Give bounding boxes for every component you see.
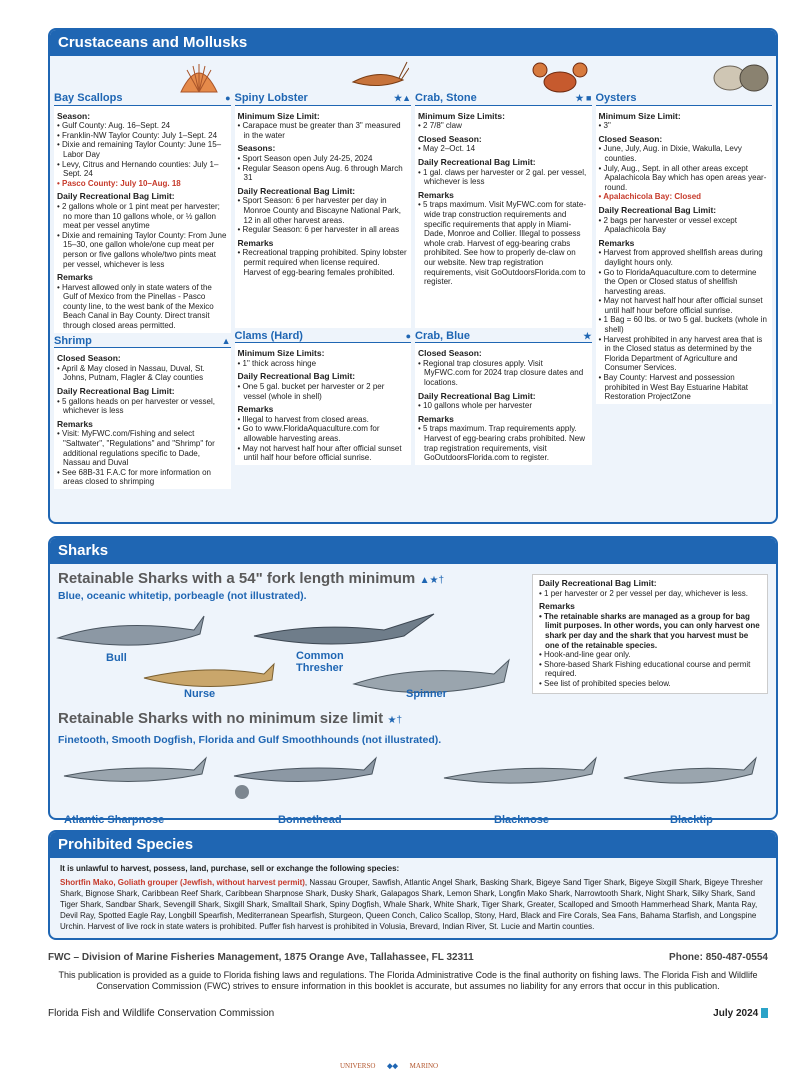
footer-date-wrap [713,1008,768,1019]
scallops-bag-1: • 2 gallons whole or 1 pint meat per harvester; no more than 10 gallons whole, or ½ gallon meat per vessel anytime [57,202,228,231]
shrimp-bag-1: • 5 gallons heads on per harvester or vessel, whichever is less [57,397,228,416]
lobster-body [235,106,412,328]
scallops-bag-2: • Dixie and remaining Taylor County: From June 15–30, one gallon whole/one cup meat per person or five gallons whole/two pints meat per vessel, whichever is less [57,231,228,269]
shrimp-mark: ▲ [221,335,231,346]
blue-rem-h: Remarks [418,413,454,424]
label-nurse: Nurse [184,688,216,700]
oysters-body [596,106,773,404]
oysters-bag-1: • 2 bags per harvester or vessel except Apalachicola Bay [599,216,770,235]
blue-season-1: • Regional trap closures apply. Visit MyFWC.com for 2024 trap closure dates and locations. [418,359,589,388]
crustaceans-title: Crustaceans and Mollusks [50,30,776,56]
blue-season-h: Closed Season: [418,348,482,359]
clams-rem-2: • Go to www.FloridaAquaculture.com for allowable harvesting areas. [238,424,409,443]
oyster-icon [710,60,770,94]
clams-title [234,329,412,344]
label-blacktip: Blacktip [670,814,713,826]
footer-date: July 2024 [713,1008,759,1019]
col-scallops-shrimp [54,60,231,489]
shrimp-rem-2: • See 68B-31 F.A.C for more information on areas closed to shrimping [57,468,228,487]
lobster-season-2: • Regular Season opens Aug. 6 through March 31 [238,164,409,183]
stone-size-1: • 2 7/8" claw [418,121,589,131]
watermark-logo: ◆◆ [387,1062,398,1070]
scallops-rem-h: Remarks [57,272,93,283]
prohibited-title: Prohibited Species [50,832,776,858]
shrimp-body [54,348,231,489]
oysters-size-1: • 3" [599,121,770,131]
blue-crab-title [415,329,592,344]
blue-crab-mark: ★ [583,330,592,341]
group2-marks: ★† [387,715,403,726]
scallops-body [54,106,231,333]
oysters-rem-4: • 1 Bag = 60 lbs. or two 5 gal. buckets (whole in shell) [599,315,770,334]
blacktip-shark-icon [624,758,756,783]
oysters-rem-1: • Harvest from approved shellfish areas during daylight hours only. [599,248,770,267]
thresher-shark-icon [254,614,434,644]
footer-disclaimer: This publication is provided as a guide to Florida fishing laws and regulations. The Florida Administrative Code is the final authority on fishing laws. The Florida Fish and Wildlife Conservation Commission (FWC) strives to ensure information in this booklet is accurate, but assumes no liability for any errors that occur in this publication. [58,970,758,991]
clams-size-h: Minimum Size Limits: [237,348,325,359]
shark-rem-h: Remarks [539,601,575,612]
shrimp-season-1: • April & May closed in Nassau, Duval, St. Johns, Putnam, Flagler & Clay counties [57,364,228,383]
oysters-season-red: • Apalachicola Bay: Closed [599,192,770,202]
group1-sub: Blue, oceanic whitetip, porbeagle (not illustrated). [58,590,307,602]
oysters-rem-3: • May not harvest half hour after official sunset until half hour before official sunrise. [599,296,770,315]
col-crabs [415,60,592,489]
label-thresher: Common Thresher [296,650,344,674]
stone-mark: ★ ■ [575,93,592,103]
shark-rem-3: • See list of prohibited species below. [539,679,761,689]
clams-rem-3: • May not harvest half hour after official sunset until half hour before official sunrise. [238,444,409,463]
shrimp-title [54,334,231,349]
blue-bag-h: Daily Recreational Bag Limit: [418,390,536,401]
stone-bag-1: • 1 gal. claws per harvester or 2 gal. per vessel, whichever is less [418,168,589,187]
oysters-season-h: Closed Season: [598,133,663,144]
scallops-name: Bay Scallops [54,92,123,104]
lobster-name: Spiny Lobster [234,92,308,104]
stone-title [415,94,592,106]
footer-org-row [48,1008,768,1019]
bonnethead-head-icon [235,785,249,799]
scallops-season-red: • Pasco County: July 10–Aug. 18 [57,179,228,189]
scallops-title [54,94,231,106]
scallops-season-h: Season: [57,110,91,121]
blacknose-shark-icon [444,758,596,783]
bonnethead-shark-icon [234,758,376,782]
shrimp-season-h: Closed Season: [57,353,121,364]
stone-crab-icon [530,60,590,94]
lobster-bag-h: Daily Recreational Bag Limit: [237,185,356,196]
lobster-bag-1: • Sport Season: 6 per harvester per day in Monroe County and Biscayne National Park, 12 in all other harvest areas. [238,196,409,225]
oysters-rem-2: • Go to FloridaAquaculture.com to determine the Open or Closed status of shellfish harvesting areas. [599,268,770,297]
blue-crab-body [415,343,592,465]
lobster-mark: ★▲ [394,93,411,103]
lobster-size-1: • Carapace must be greater than 3" measured in the water [238,121,409,140]
group1-title: Retainable Sharks with a 54" fork length minimum [58,570,416,587]
label-spinner: Spinner [406,688,447,700]
prohibited-red: Shortfin Mako, Goliath grouper (Jewfish, without harvest permit) [60,878,305,887]
col-oysters [596,60,773,489]
footer-phone: Phone: 850-487-0554 [669,952,768,963]
oysters-title [596,94,773,106]
shrimp-bag-h: Daily Recreational Bag Limit: [57,386,175,397]
oysters-rem-6: • Bay County: Harvest and possession prohibited in West Bay Estuarine Habitat Restoration ProjectZone [599,373,770,402]
clams-bag-1: • One 5 gal. bucket per harvester or 2 per vessel (whole in shell) [238,382,409,401]
stone-bag-h: Daily Recreational Bag Limit: [418,156,536,167]
shark-rem-1: • Hook-and-line gear only. [539,650,761,660]
clams-rem-h: Remarks [237,404,274,415]
prohibited-rest: , Nassau Grouper, Sawfish, Atlantic Angel Shark, Basking Shark, Bigeye Sand Tiger Shark, Bigeye Sixgill Shark, Bigeye Thresher Shark, Bignose Shark, Caribbean Reef Shark, Caribbean Sharpnose Shark, Dusky Shark, Galapagos Shark, Lemon Shark, Longfin Mako Shark, Narrowtooth Shark, Night Shark, Silky Shark, Sand Tiger Shark, Sandbar Shark, Sevengill Shark, Sixgill Shark, Smalltail Shark, Spiny Dogfish, Whale Shark, White Shark, Tiger Shark, Greater, Scalloped and Smooth Hammerhead Shark, Manta Ray, Devil Ray, Spotted Eagle Ray, Longbill Spearfish, Mediterranean Spearfish, Sturgeon, Queen Conch, Calico Scallop, Stony, Hard, Black and Fire Corals, Sea Fans, Bahama Starfish, and Longspine Urchin. Harvest of live rock in state waters is prohibited. Puffer fish harvest is prohibited in Volusia, Brevard, Indian River, St. Lucie and Martin counties. [60,878,763,931]
lobster-season-1: • Sport Season open July 24-25, 2024 [238,154,409,164]
scallops-rem-1: • Harvest allowed only in state waters of the Gulf of Mexico from the Pinellas - Pasco county line, to the west bank of the Mexico Beach Canal in Bay County. Direct transit through closed areas permitted. [57,283,228,331]
oysters-bag-h: Daily Recreational Bag Limit: [598,204,717,215]
clams-bag-h: Daily Recreational Bag Limit: [237,371,356,382]
group2-shark-illustrations [54,752,764,802]
oysters-rem-5: • Harvest prohibited in any harvest area that is in the Closed status as determined by the Florida Department of Agriculture and Consumer Services. [599,335,770,373]
stone-size-h: Minimum Size Limits: [418,110,505,121]
shrimp-name: Shrimp [54,334,92,347]
lobster-bag-2: • Regular Season: 6 per harvester in all areas [238,225,409,235]
label-bull: Bull [106,652,127,664]
clams-mark: ● [405,330,411,341]
prohibited-body [50,858,776,937]
prohibited-intro: It is unlawful to harvest, possess, land, purchase, sell or exchange the following species: [60,864,400,873]
sharks-title: Sharks [50,538,776,564]
prohibited-list [60,877,766,932]
group2-heading [58,710,402,728]
shrimp-rem-1: • Visit: MyFWC.com/Fishing and select "Saltwater", "Regulations" and "Shrimp" for additional regulations specific to Dade, Nassau and Duval [57,429,228,467]
scallops-season-1: • Gulf County: Aug. 16–Sept. 24 [57,121,228,131]
scallops-season-4: • Levy, Citrus and Hernando counties: July 1–Sept. 24 [57,160,228,179]
lobster-season-h: Seasons: [237,143,276,154]
sharks-body [50,564,776,824]
oysters-season-2: • July, Aug., Sept. in all other areas except Apalachicola Bay which has open areas year-round. [599,164,770,193]
sharpnose-shark-icon [64,758,206,782]
oysters-season-1: • June, July, Aug. in Dixie, Wakulla, Levy counties. [599,144,770,163]
clams-rem-1: • Illegal to harvest from closed areas. [238,415,409,425]
blue-rem-1: • 5 traps maximum. Trap requirements apply. Harvest of egg-bearing crabs prohibited. New trap registration requirements, visit GoOutdoorsFlorida.com to register. [418,424,589,462]
scallops-bag-h: Daily Recreational Bag Limit: [57,191,175,202]
blue-bag-1: • 10 gallons whole per harvester [418,401,589,411]
clams-body [235,343,412,465]
watermark-right: MARINO [409,1062,439,1070]
watermark-left: UNIVERSO [340,1062,376,1070]
oysters-name: Oysters [595,92,637,104]
shark-regulations-box [532,574,768,694]
lobster-rem-h: Remarks [237,237,274,248]
shark-bag-1: • 1 per harvester or 2 per vessel per day, whichever is less. [539,589,761,599]
stone-body [415,106,592,328]
sharks-panel [48,536,778,826]
crustaceans-panel [48,28,778,524]
stone-rem-h: Remarks [418,189,454,200]
shark-rem-bold: • The retainable sharks are managed as a group for bag limit purposes. In other words, you can only harvest one shark per day and the shark that you harvest must be one of the retainable species. [539,612,761,650]
watermark [340,1062,438,1070]
oysters-size-h: Minimum Size Limit: [598,110,681,121]
clams-name: Clams (Hard) [234,329,303,342]
lobster-rem-1: • Recreational trapping prohibited. Spiny lobster permit required when license required. Harvest of egg-bearing females prohibited. [238,248,409,277]
scallops-mark: ● [225,93,231,103]
shark-bag-h: Daily Recreational Bag Limit: [539,578,657,588]
shrimp-rem-h: Remarks [57,418,93,429]
stone-season-h: Closed Season: [418,133,482,144]
label-bonnethead: Bonnethead [278,814,342,826]
prohibited-panel [48,830,778,940]
shark-rem-2: • Shore-based Shark Fishing educational course and permit required. [539,660,761,679]
footer-tab-marker [761,1008,768,1018]
stone-rem-1: • 5 traps maximum. Visit MyFWC.com for state-wide trap construction requirements and specific requirements that apply in Miami-Dade, Monroe and Collier. Illegal to possess whole crab. Harvest of egg-bearing crabs prohibited. See how to properly de-claw on our website. New trap registration requirements, visit GoOutdoorsFlorida.com to register. [418,200,589,286]
label-blacknose: Blacknose [494,814,550,826]
stone-season-1: • May 2–Oct. 14 [418,144,589,154]
footer-address: FWC – Division of Marine Fisheries Management, 1875 Orange Ave, Tallahassee, FL 32311 [48,952,474,963]
lobster-title [235,94,412,106]
blue-crab-name: Crab, Blue [415,329,471,342]
scallops-season-3: • Dixie and remaining Taylor County: June 15–Labor Day [57,140,228,159]
nurse-shark-icon [144,664,274,687]
scallop-icon [169,60,229,94]
label-sharpnose: Atlantic Sharpnose [64,814,165,826]
group2-sub: Finetooth, Smooth Dogfish, Florida and Gulf Smoothhounds (not illustrated). [58,734,442,746]
footer-org: Florida Fish and Wildlife Conservation Commission [48,1008,275,1019]
group1-marks: ▲★† [419,575,445,586]
stone-name: Crab, Stone [415,92,477,104]
footer-contact [48,952,768,963]
group2-title: Retainable Sharks with no minimum size limit [58,710,384,727]
oysters-rem-h: Remarks [598,237,635,248]
lobster-size-h: Minimum Size Limit: [237,110,320,121]
col-lobster-clams [235,60,412,489]
clams-size-1: • 1" thick across hinge [238,359,409,369]
scallops-season-2: • Franklin-NW Taylor County: July 1–Sept. 24 [57,131,228,141]
lobster-icon [349,60,409,94]
bull-shark-icon [58,616,204,645]
